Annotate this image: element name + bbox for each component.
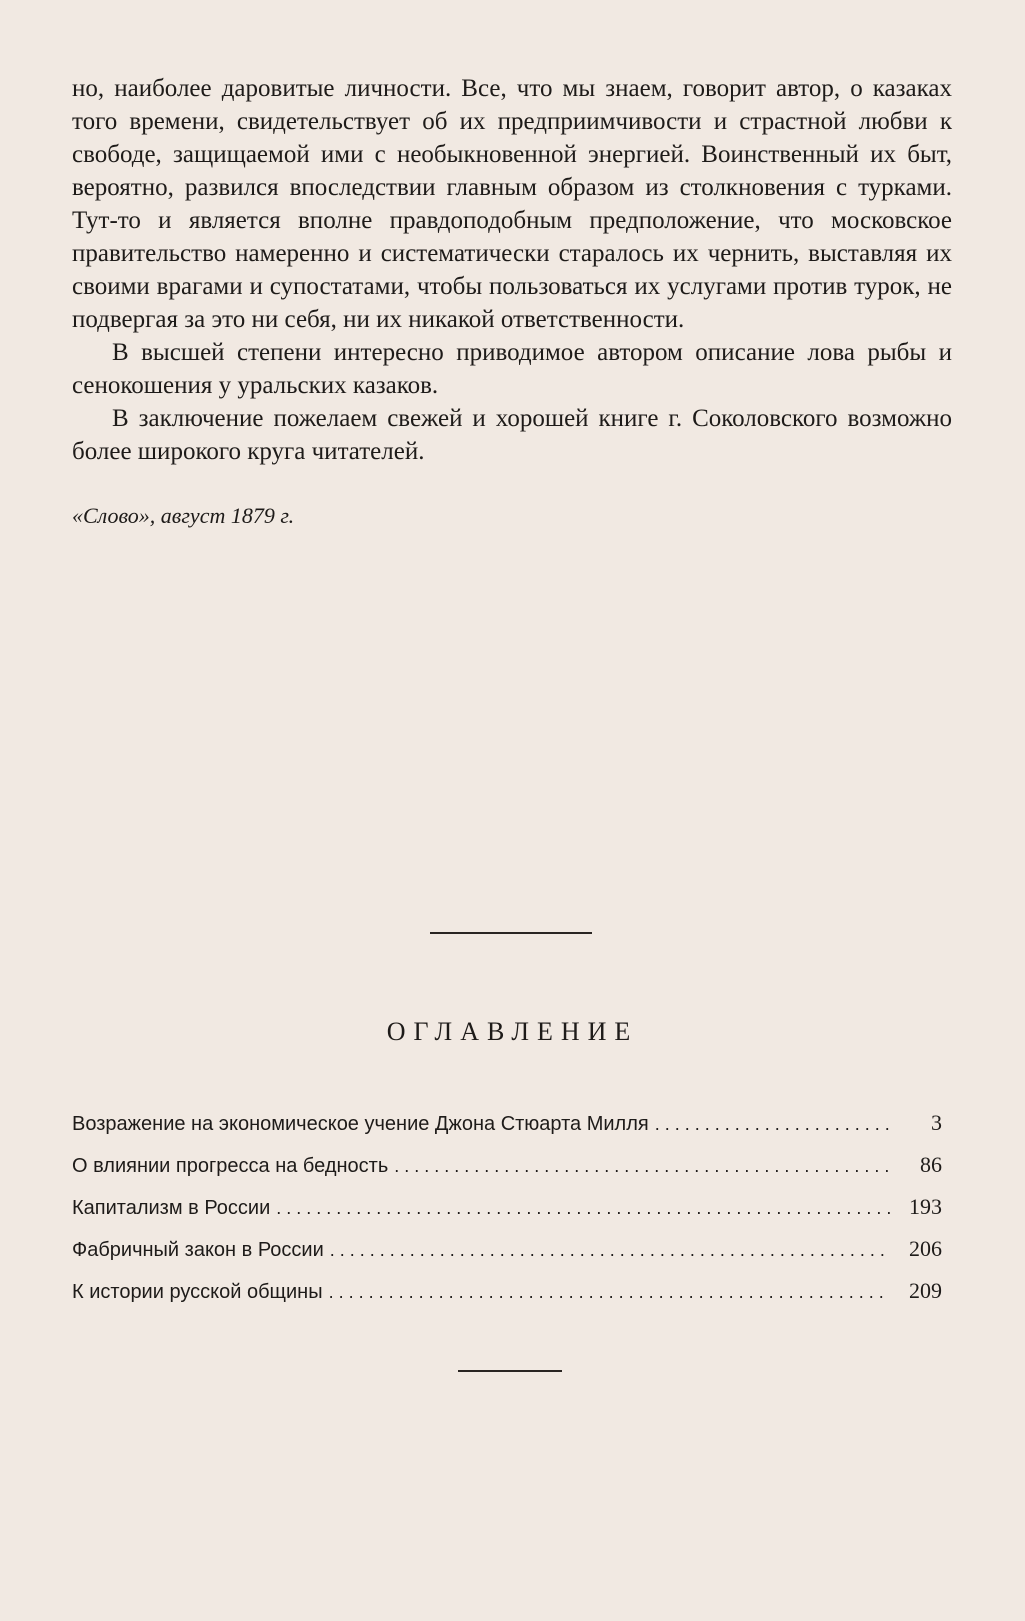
table-of-contents <box>72 1110 942 1320</box>
toc-entry <box>72 1152 942 1194</box>
toc-entry-title: К истории русской общины <box>72 1281 323 1303</box>
section-divider-top <box>430 932 592 934</box>
toc-entry-title: Возражение на экономическое учение Джона Стюарта Милля <box>72 1113 649 1135</box>
toc-entry-title: О влиянии прогресса на бедность <box>72 1155 389 1177</box>
toc-entry-title: Фабричный закон в России <box>72 1239 324 1261</box>
toc-entry <box>72 1110 942 1152</box>
toc-entry-page: 86 <box>920 1152 942 1177</box>
article-text <box>72 72 952 468</box>
toc-entry-page: 209 <box>909 1278 942 1303</box>
paragraph-description: В высшей степени интересно приводимое автором описание лова рыбы и сенокошения у уральских казаков. <box>72 339 952 399</box>
paragraph-continuation: но, наиболее даровитые личности. Все, что мы знаем, говорит автор, о казаках того времени, свидетельствует об их предприимчивости и страстной любви к свободе, защищаемой ими с необыкновенной энергией. Воинственный их быт, вероятно, развился впоследствии главным образом из столкновения с турками. Тут-то и является вполне правдоподобным предположение, что московское правительство намеренно и систематически старалось их чернить, выставляя их своими врагами и супостатами, чтобы пользоваться их услугами против турок, не подвергая за это ни себя, ни их никакой ответственности. <box>72 75 952 333</box>
source-citation: «Слово», август 1879 г. <box>72 503 295 528</box>
toc-entry <box>72 1278 942 1320</box>
toc-entry-page: 3 <box>931 1110 942 1135</box>
toc-entry-page: 206 <box>909 1236 942 1261</box>
dot-leader <box>329 1282 890 1303</box>
toc-entry <box>72 1194 942 1236</box>
toc-entry-title: Капитализм в России <box>72 1197 271 1219</box>
toc-heading: ОГЛАВЛЕНИЕ <box>386 1017 639 1046</box>
dot-leader <box>276 1198 890 1219</box>
toc-entry-page: 193 <box>909 1194 942 1219</box>
dot-leader <box>655 1114 890 1135</box>
paragraph-conclusion: В заключение пожелаем свежей и хорошей книге г. Соколовского возможно более широкого круга читателей. <box>72 405 952 465</box>
dot-leader <box>394 1156 890 1177</box>
toc-entry <box>72 1236 942 1278</box>
dot-leader <box>330 1240 890 1261</box>
section-divider-bottom <box>458 1370 562 1372</box>
